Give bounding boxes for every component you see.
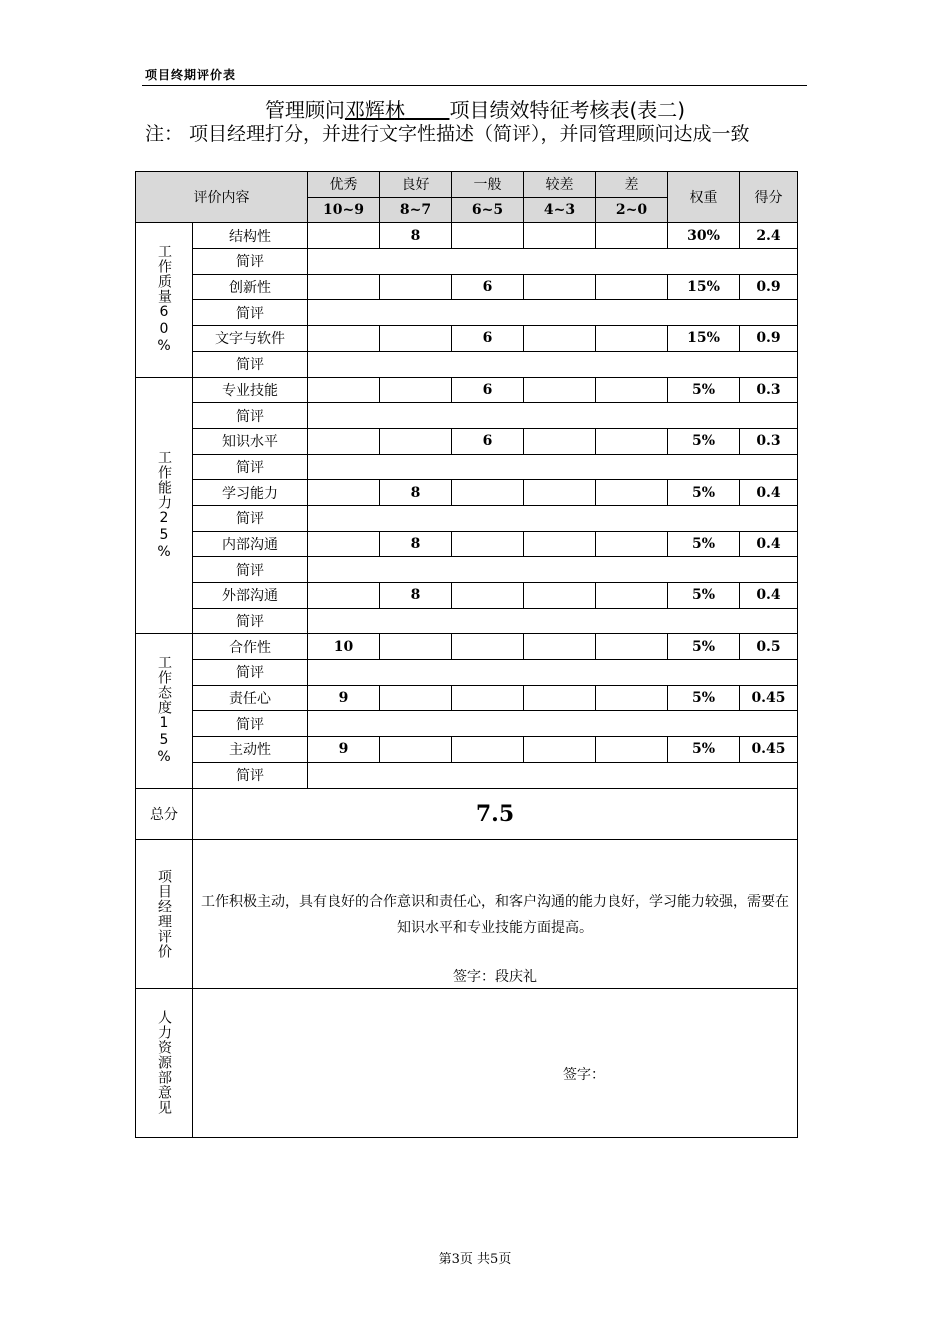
- pm-review-row: [136, 839, 798, 988]
- pm-signature: 签字：段庆礼: [453, 968, 537, 985]
- grade-cell: [596, 428, 668, 454]
- comment-row: [136, 454, 798, 480]
- grade-cell: 6: [452, 274, 524, 300]
- comment-row: [136, 660, 798, 686]
- comment-row: [136, 505, 798, 531]
- grade-cell: 10: [308, 634, 380, 660]
- title-suffix: 项目绩效特征考核表(表二): [449, 98, 686, 122]
- comment-value: [308, 660, 798, 686]
- grade-cell: [596, 634, 668, 660]
- item-row: [136, 377, 798, 403]
- score-cell: 0.9: [740, 274, 798, 300]
- item-row: [136, 737, 798, 763]
- hr-review-label-cell: [136, 988, 193, 1137]
- comment-row: [136, 300, 798, 326]
- grade-cell: [524, 583, 596, 609]
- evaluation-table: [135, 171, 798, 1138]
- item-row: [136, 583, 798, 609]
- comment-label: 简评: [193, 557, 308, 583]
- grade-cell: 9: [308, 737, 380, 763]
- header-rule: [142, 85, 807, 86]
- weight-cell: 5%: [668, 583, 740, 609]
- grade-cell: [524, 634, 596, 660]
- weight-cell: 5%: [668, 737, 740, 763]
- grade-cell: [596, 480, 668, 506]
- grade-cell: [524, 685, 596, 711]
- col-header-grade: 良好: [380, 172, 452, 198]
- comment-value: [308, 762, 798, 788]
- comment-label: 简评: [193, 608, 308, 634]
- comment-value: [308, 454, 798, 480]
- grade-cell: [380, 634, 452, 660]
- grade-cell: [596, 737, 668, 763]
- col-header-grade: 优秀: [308, 172, 380, 198]
- title-prefix: 管理顾问: [264, 98, 345, 122]
- item-name: 创新性: [193, 274, 308, 300]
- grade-cell: [452, 531, 524, 557]
- item-name: 专业技能: [193, 377, 308, 403]
- grade-cell: [596, 274, 668, 300]
- category-label-cell: [136, 377, 193, 634]
- grade-cell: [452, 685, 524, 711]
- comment-value: [308, 711, 798, 737]
- item-row: [136, 480, 798, 506]
- item-name: 外部沟通: [193, 583, 308, 609]
- item-row: [136, 634, 798, 660]
- comment-label: 简评: [193, 454, 308, 480]
- grade-cell: [524, 531, 596, 557]
- category-label: 工作能力25%: [156, 449, 172, 561]
- name-underline-pad: [405, 98, 450, 122]
- col-header-score: 得分: [740, 172, 798, 223]
- grade-cell: [452, 737, 524, 763]
- grade-cell: [596, 531, 668, 557]
- comment-label: 简评: [193, 249, 308, 275]
- col-header-content: 评价内容: [136, 172, 308, 223]
- total-row: [136, 788, 798, 839]
- score-cell: 0.4: [740, 480, 798, 506]
- score-cell: 0.3: [740, 428, 798, 454]
- grade-cell: [524, 274, 596, 300]
- hr-review-label: 人力资源部意见: [156, 1010, 172, 1115]
- grade-cell: [596, 326, 668, 352]
- pm-review-cell: [193, 839, 798, 988]
- grade-cell: 6: [452, 377, 524, 403]
- grade-cell: [524, 326, 596, 352]
- header-row-grades: [136, 172, 798, 198]
- comment-label: 简评: [193, 711, 308, 737]
- weight-cell: 5%: [668, 428, 740, 454]
- category-label: 工作质量60%: [156, 244, 172, 356]
- weight-cell: 15%: [668, 326, 740, 352]
- grade-cell: [308, 274, 380, 300]
- grade-cell: [308, 223, 380, 249]
- weight-cell: 5%: [668, 480, 740, 506]
- grade-cell: [308, 583, 380, 609]
- category-label-cell: [136, 634, 193, 788]
- grade-cell: [308, 531, 380, 557]
- score-cell: 0.4: [740, 531, 798, 557]
- score-cell: 0.3: [740, 377, 798, 403]
- grade-cell: 9: [308, 685, 380, 711]
- comment-label: 简评: [193, 403, 308, 429]
- comment-row: [136, 249, 798, 275]
- grade-cell: [596, 377, 668, 403]
- hr-review-cell: [193, 988, 798, 1137]
- grade-cell: 6: [452, 428, 524, 454]
- comment-value: [308, 608, 798, 634]
- grade-cell: [524, 737, 596, 763]
- grade-cell: [308, 326, 380, 352]
- hr-review-row: [136, 988, 798, 1137]
- grade-cell: [596, 583, 668, 609]
- page-footer: 第3页 共5页: [438, 1252, 512, 1267]
- grade-cell: [380, 685, 452, 711]
- score-cell: 0.4: [740, 583, 798, 609]
- col-header-grade: 差: [596, 172, 668, 198]
- grade-cell: [524, 480, 596, 506]
- comment-row: [136, 711, 798, 737]
- pm-review-text: 工作积极主动，具有良好的合作意识和责任心，和客户沟通的能力良好，学习能力较强，需要在知识水平和专业技能方面提高。: [201, 893, 789, 936]
- pm-review-label-cell: [136, 839, 193, 988]
- comment-row: [136, 608, 798, 634]
- score-cell: 0.5: [740, 634, 798, 660]
- comment-row: [136, 762, 798, 788]
- grade-cell: [380, 377, 452, 403]
- comment-value: [308, 351, 798, 377]
- score-cell: 0.45: [740, 737, 798, 763]
- grade-cell: [596, 223, 668, 249]
- category-label: 工作态度15%: [156, 655, 172, 767]
- comment-value: [308, 300, 798, 326]
- comment-label: 简评: [193, 300, 308, 326]
- grade-cell: 6: [452, 326, 524, 352]
- weight-cell: 5%: [668, 634, 740, 660]
- item-name: 学习能力: [193, 480, 308, 506]
- item-row: [136, 531, 798, 557]
- comment-value: [308, 249, 798, 275]
- comment-label: 简评: [193, 660, 308, 686]
- grade-cell: [380, 274, 452, 300]
- grade-cell: 8: [380, 223, 452, 249]
- grade-cell: [380, 428, 452, 454]
- weight-cell: 15%: [668, 274, 740, 300]
- category-label-cell: [136, 223, 193, 377]
- item-name: 知识水平: [193, 428, 308, 454]
- weight-cell: 5%: [668, 377, 740, 403]
- comment-label: 简评: [193, 351, 308, 377]
- comment-label: 简评: [193, 762, 308, 788]
- col-header-range: 8~7: [380, 197, 452, 223]
- item-row: [136, 223, 798, 249]
- score-cell: 0.9: [740, 326, 798, 352]
- total-value: 7.5: [193, 788, 798, 839]
- comment-row: [136, 351, 798, 377]
- col-header-weight: 权重: [668, 172, 740, 223]
- grade-cell: [380, 326, 452, 352]
- page-header: 项目终期评价表: [145, 68, 237, 82]
- comment-row: [136, 557, 798, 583]
- consultant-name: 邓辉林: [344, 98, 405, 122]
- grade-cell: [452, 480, 524, 506]
- grade-cell: [308, 428, 380, 454]
- comment-row: [136, 403, 798, 429]
- grade-cell: [308, 480, 380, 506]
- item-row: [136, 326, 798, 352]
- grade-cell: 8: [380, 480, 452, 506]
- weight-cell: 30%: [668, 223, 740, 249]
- item-name: 责任心: [193, 685, 308, 711]
- grade-cell: [308, 377, 380, 403]
- hr-signature: 签字：: [563, 1066, 605, 1083]
- grade-cell: [452, 583, 524, 609]
- instruction-note: 注： 项目经理打分，并进行文字性描述（简评），并同管理顾问达成一致: [145, 123, 750, 145]
- col-header-range: 10~9: [308, 197, 380, 223]
- grade-cell: [524, 377, 596, 403]
- document-title: [0, 94, 950, 123]
- item-row: [136, 428, 798, 454]
- item-name: 合作性: [193, 634, 308, 660]
- col-header-range: 6~5: [452, 197, 524, 223]
- item-row: [136, 685, 798, 711]
- weight-cell: 5%: [668, 531, 740, 557]
- comment-value: [308, 505, 798, 531]
- item-name: 内部沟通: [193, 531, 308, 557]
- comment-label: 简评: [193, 505, 308, 531]
- grade-cell: [596, 685, 668, 711]
- item-name: 文字与软件: [193, 326, 308, 352]
- comment-value: [308, 557, 798, 583]
- comment-value: [308, 403, 798, 429]
- grade-cell: [380, 737, 452, 763]
- total-label: 总分: [136, 788, 193, 839]
- col-header-grade: 一般: [452, 172, 524, 198]
- pm-review-label: 项目经理评价: [156, 868, 172, 959]
- item-row: [136, 274, 798, 300]
- item-name: 结构性: [193, 223, 308, 249]
- col-header-range: 4~3: [524, 197, 596, 223]
- grade-cell: [524, 428, 596, 454]
- item-name: 主动性: [193, 737, 308, 763]
- grade-cell: [524, 223, 596, 249]
- grade-cell: [452, 634, 524, 660]
- score-cell: 2.4: [740, 223, 798, 249]
- grade-cell: 8: [380, 583, 452, 609]
- weight-cell: 5%: [668, 685, 740, 711]
- grade-cell: [452, 223, 524, 249]
- grade-cell: 8: [380, 531, 452, 557]
- score-cell: 0.45: [740, 685, 798, 711]
- col-header-grade: 较差: [524, 172, 596, 198]
- col-header-range: 2~0: [596, 197, 668, 223]
